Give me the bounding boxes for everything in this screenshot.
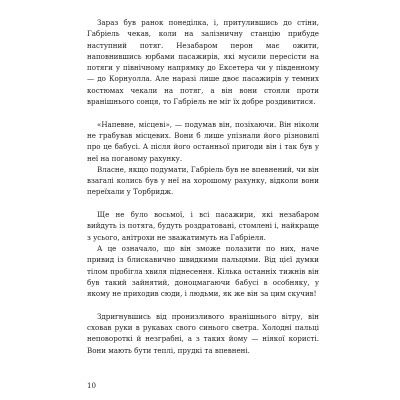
- paragraph-6: Здригнувшись від пронизливого вранішнього вітру, він сховав руки в рукавах свого синього светра. Холодні пальці неповороткі й незграбні, а з таких йому — ніякої користі. Вони мають бути теплі, прудкі та впевнені.: [87, 311, 319, 355]
- paragraph-1: Зараз був ранок понеділка, і, притулившись до стіни, Габріель чекав, коли на залізничну станцію прибуде наступний потяг. Незабаром перон має ожити, наповнившись юрбами пасажирів, які мусили пересісти на потяги у північному напрямку до Ексетера чи у південному — до Корнуолла. Але наразі лише двоє пасажирів у темних костюмах чекали на потяг, а він вони стояли проти вранішнього сонця, то Габріель не міг їх добре роздивитися.: [87, 18, 319, 107]
- paragraph-2: «Напевне, місцеві», — подумав він, позіхаючи. Він ніколи не грабував місцевих. Вони б лише упізнали його різновилі про це бабусі. А після його останньої пригоди він і так був у неї на поганому рахунку.: [87, 119, 319, 163]
- paragraph-5: А це означало, що він зможе полазити по них, наче привид із блискавично швидкими пальцями. Від цієї думки тілом пробігла хвиля піднесення. Кілька останніх тижнів він був такий зайнятий, доноцмагаючи бабусі в особняку, у якому не приходив сюди, і людьми, як же він за цим скучив!: [87, 243, 319, 299]
- page-number: 10: [87, 381, 97, 390]
- paragraph-4: Ще не було восьмої, і всі пасажири, які незабаром вийдуть із потяга, будуть роздратовані, стомлені і, найкраще з усього, анітрохи не зважатимуть на Габріеля.: [87, 210, 319, 242]
- body-text: [87, 17, 319, 356]
- paragraph-3: Власне, якщо подумати, Габріель був не впевнений, чи він взагалі колись був у неї на хорошому рахунку, відколи вони переїхали у Торбридж.: [87, 164, 319, 197]
